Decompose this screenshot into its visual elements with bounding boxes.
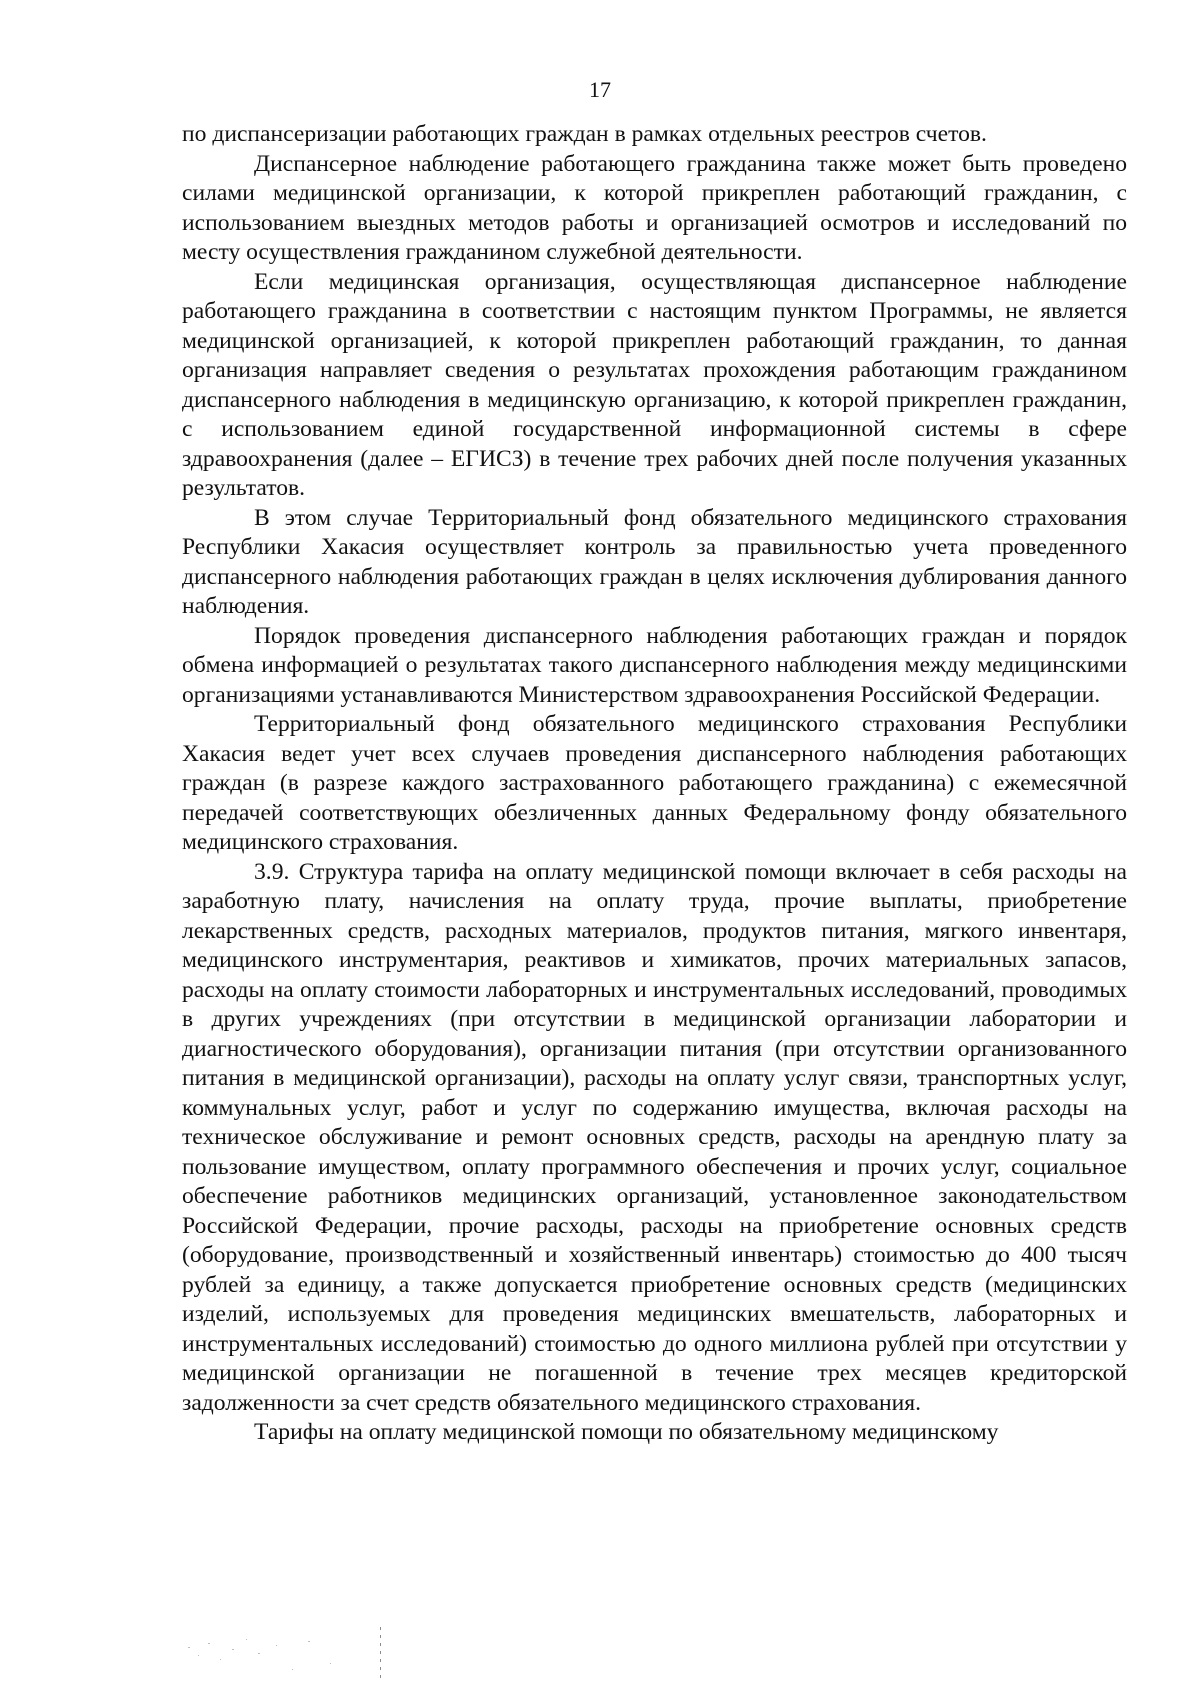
document-body	[182, 120, 1127, 1448]
paragraph-fund-accounting: Территориальный фонд обязательного медицинского страхования Республики Хакасия ведет учет всех случаев проведения диспансерного наблюдения работающих граждан (в разрезе каждого застрахованного работающего гражданина) с ежемесячной передачей соответствующих обезличенных данных Федеральному фонду обязательного медицинского страхования.	[182, 711, 1127, 855]
paragraph-fund-control: В этом случае Территориальный фонд обязательного медицинского страхования Республики Хакасия осуществляет контроль за правильностью учета проведенного диспансерного наблюдения работающих граждан в целях исключения дублирования данного наблюдения.	[182, 504, 1127, 619]
paragraph-tariffs: Тарифы на оплату медицинской помощи по обязательному медицинскому	[254, 1419, 999, 1445]
paragraph-continuation: по диспансеризации работающих граждан в рамках отдельных реестров счетов.	[182, 121, 987, 147]
scan-artifact	[180, 1625, 400, 1685]
page-number: 17	[589, 77, 611, 102]
paragraph-procedure: Порядок проведения диспансерного наблюдения работающих граждан и порядок обмена информацией о результатах такого диспансерного наблюдения между медицинскими организациями устанавливаются Министерством здравоохранения Российской Федерации.	[182, 622, 1127, 708]
paragraph-egisz-reporting: Если медицинская организация, осуществляющая диспансерное наблюдение работающего гражданина в соответствии с настоящим пунктом Программы, не является медицинской организацией, к которой прикреплен работающий гражданин, то данная организация направляет сведения о результатах прохождения работающим гражданином диспансерного наблюдения в медицинскую организацию, к которой прикреплен гражданин, с использованием единой государственной информационной системы в сфере здравоохранения (далее – ЕГИСЗ) в течение трех рабочих дней после получения указанных результатов.	[182, 268, 1127, 501]
paragraph-3-9-tariff-structure: 3.9. Структура тарифа на оплату медицинской помощи включает в себя расходы на заработную плату, начисления на оплату труда, прочие выплаты, приобретение лекарственных средств, расходных материалов, продуктов питания, мягкого инвентаря, медицинского инструментария, реактивов и химикатов, прочих материальных запасов, расходы на оплату стоимости лабораторных и инструментальных исследований, проводимых в других учреждениях (при отсутствии в медицинской организации лаборатории и диагностического оборудования), организации питания (при отсутствии организованного питания в медицинской организации), расходы на оплату услуг связи, транспортных услуг, коммунальных услуг, работ и услуг по содержанию имущества, включая расходы на техническое обслуживание и ремонт основных средств, расходы на арендную плату за пользование имуществом, оплату программного обеспечения и прочих услуг, социальное обеспечение работников медицинских организаций, установленное законодательством Российской Федерации, прочие расходы, расходы на приобретение основных средств (оборудование, производственный и хозяйственный инвентарь) стоимостью до 400 тысяч рублей за единицу, а также допускается приобретение основных средств (медицинских изделий, используемых для проведения медицинских вмешательств, лабораторных и инструментальных исследований) стоимостью до одного миллиона рублей при отсутствии у медицинской организации не погашенной в течение трех месяцев кредиторской задолженности за счет средств обязательного медицинского страхования.	[182, 858, 1127, 1416]
paragraph-dispensary-observation-field: Диспансерное наблюдение работающего гражданина также может быть проведено силами медицинской организации, к которой прикреплен работающий гражданин, с использованием выездных методов работы и организацией осмотров и исследований по месту осуществления гражданином служебной деятельности.	[182, 150, 1127, 265]
